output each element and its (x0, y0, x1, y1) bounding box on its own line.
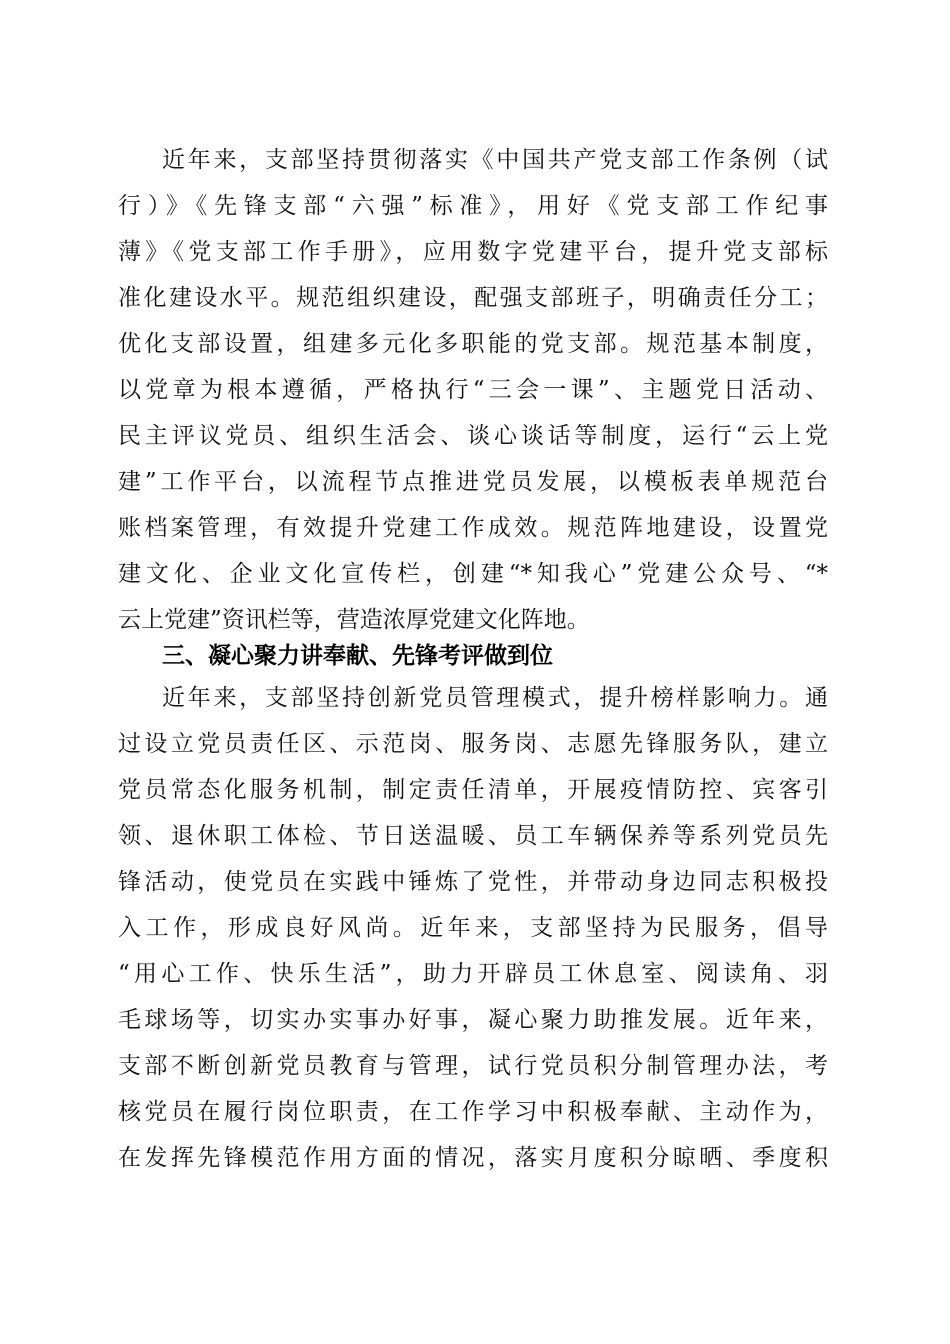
paragraph-2-line: 支部不断创新党员教育与管理，试行党员积分制管理办法，考 (118, 1053, 828, 1079)
section-heading: 三、凝心聚力讲奉献、先锋考评做到位 (162, 643, 553, 669)
paragraph-2-line: 入工作，形成良好风尚。近年来，支部坚持为民服务，倡导 (118, 915, 828, 941)
paragraph-1-line: 云上党建”资讯栏等，营造浓厚党建文化阵地。 (118, 607, 590, 633)
paragraph-1-line: 以党章为根本遵循，严格执行“三会一课”、主题党日活动、 (118, 377, 828, 403)
paragraph-2-line: 过设立党员责任区、示范岗、服务岗、志愿先锋服务队，建立 (118, 731, 828, 757)
paragraph-1-line: 薄》《党支部工作手册》，应用数字党建平台，提升党支部标 (118, 239, 828, 265)
paragraph-1-line: 建文化、企业文化宣传栏，创建“*知我心”党建公众号、“* (118, 561, 828, 587)
paragraph-2-line: 党员常态化服务机制，制定责任清单，开展疫情防控、宾客引 (118, 777, 828, 803)
paragraph-2-line: 锋活动，使党员在实践中锤炼了党性，并带动身边同志积极投 (118, 869, 828, 895)
paragraph-1-line: 民主评议党员、组织生活会、谈心谈话等制度，运行“云上党 (118, 423, 828, 449)
paragraph-2-line: 核党员在履行岗位职责，在工作学习中积极奉献、主动作为， (118, 1099, 828, 1125)
paragraph-1-line: 账档案管理，有效提升党建工作成效。规范阵地建设，设置党 (118, 515, 828, 541)
paragraph-2-line: “用心工作、快乐生活”，助力开辟员工休息室、阅读角、羽 (118, 961, 828, 987)
paragraph-1-line: 准化建设水平。规范组织建设，配强支部班子，明确责任分工； (118, 285, 828, 311)
paragraph-1-line: 行）》《先锋支部“六强”标准》，用好《党支部工作纪事 (118, 193, 828, 219)
paragraph-2-line: 近年来，支部坚持创新党员管理模式，提升榜样影响力。通 (162, 685, 828, 711)
paragraph-1-line: 优化支部设置，组建多元化多职能的党支部。规范基本制度， (118, 331, 828, 357)
paragraph-2-line: 毛球场等，切实办实事办好事，凝心聚力助推发展。近年来， (118, 1007, 828, 1033)
paragraph-2-line: 在发挥先锋模范作用方面的情况，落实月度积分晾晒、季度积 (118, 1145, 828, 1171)
paragraph-2-line: 领、退休职工体检、节日送温暖、员工车辆保养等系列党员先 (118, 823, 828, 849)
paragraph-1-line: 建”工作平台，以流程节点推进党员发展，以模板表单规范台 (118, 469, 828, 495)
paragraph-1-line: 近年来，支部坚持贯彻落实《中国共产党支部工作条例（试 (162, 147, 828, 173)
